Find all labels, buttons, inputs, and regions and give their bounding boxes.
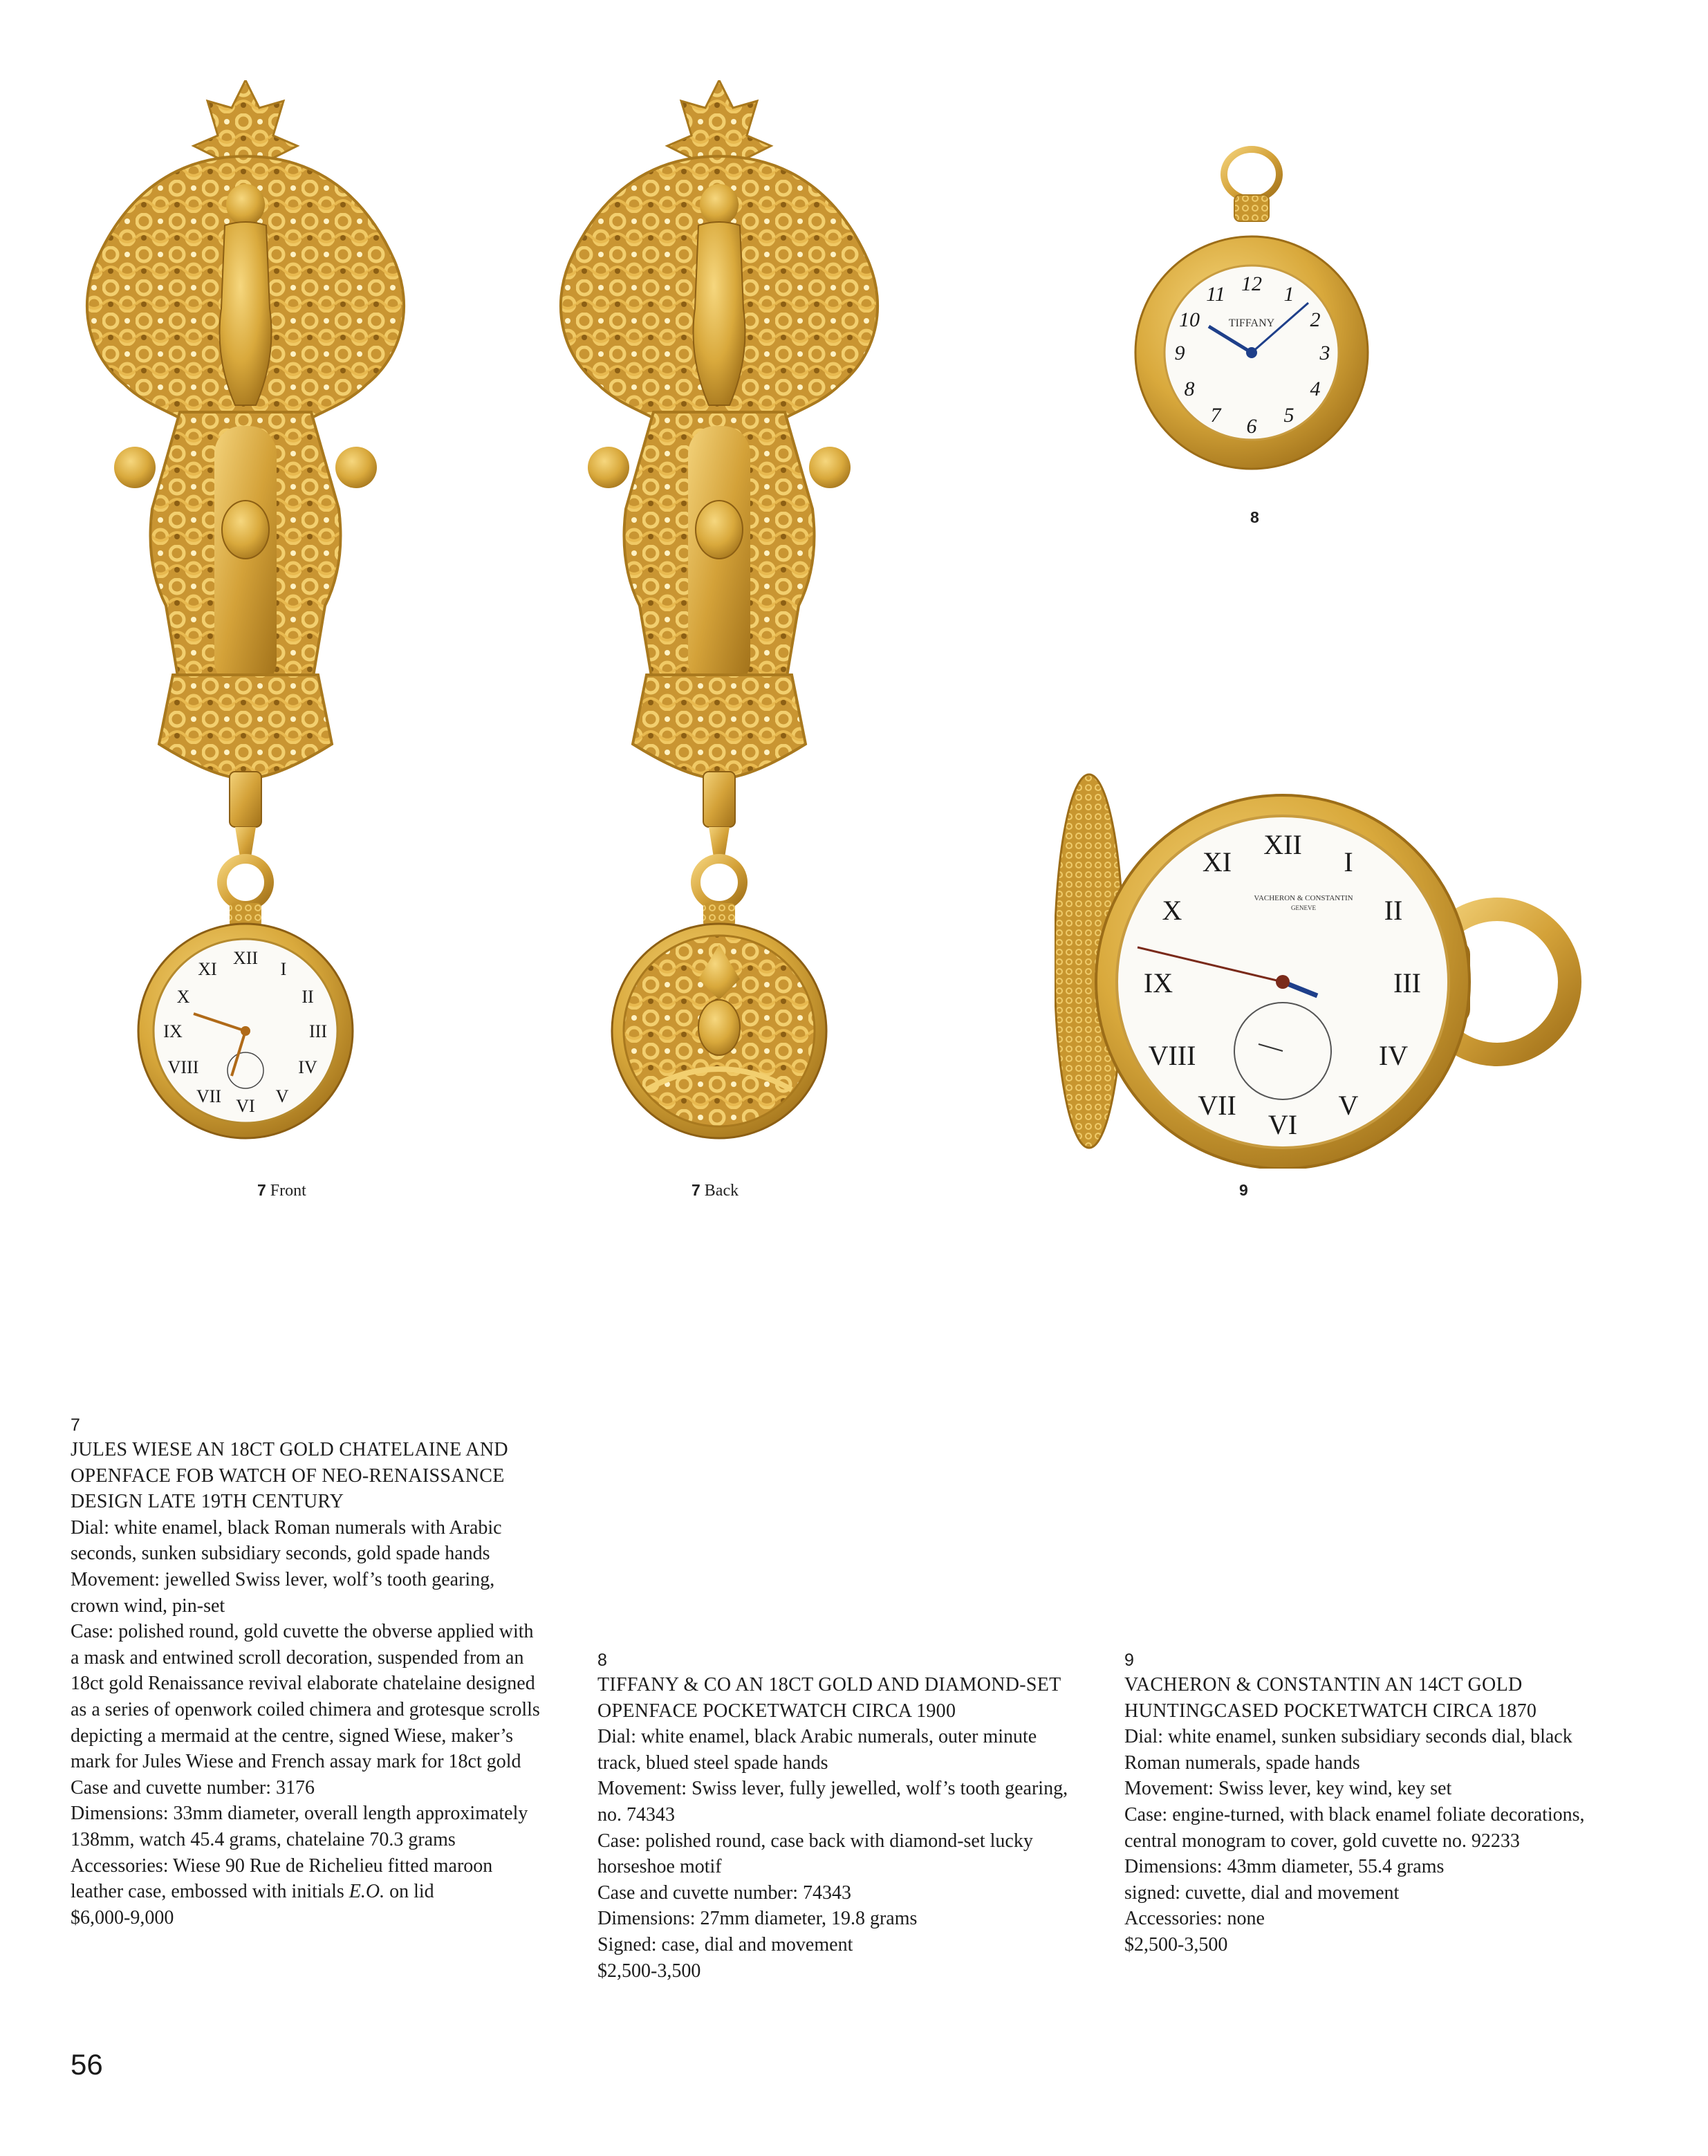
caption-lot-number: 8 (1250, 508, 1259, 526)
lot-9-description (1124, 1648, 1608, 1958)
accessories-suffix: on lid (384, 1881, 434, 1903)
svg-text:III: III (309, 1021, 327, 1041)
lot-line-dial: Dial: white enamel, black Arabic numerals, outer minute track, blued steel spade hands (597, 1726, 1037, 1774)
lot-title: VACHERON & CONSTANTIN AN 14CT GOLD HUNTINGCASED POCKETWATCH CIRCA 1870 (1124, 1674, 1537, 1722)
svg-text:4: 4 (1310, 378, 1321, 400)
caption-9 (1239, 1181, 1248, 1200)
svg-text:1: 1 (1283, 283, 1294, 306)
lot-line-case: Case: polished round, gold cuvette the obverse applied with a mask and entwined scroll decoration, suspended from an 18ct gold Renaissance revival elaborate chatelaine designed as a series of openwork coiled chimera and grotesque scrolls depicting a mermaid at the centre, signed Wiese, maker’s mark for Jules Wiese and French assay mark for 18ct gold (71, 1621, 540, 1773)
svg-text:XII: XII (1263, 829, 1302, 860)
lot-line-case: Case: engine-turned, with black enamel foliate decorations, central monogram to cover, gold cuvette no. 92233 (1124, 1803, 1585, 1852)
svg-text:GENEVE: GENEVE (1291, 904, 1316, 911)
accessories-text: Accessories: Wiese 90 Rue de Richelieu fitted maroon leather case, embossed with initials (71, 1855, 493, 1903)
svg-text:VI: VI (1268, 1109, 1298, 1140)
svg-text:IX: IX (163, 1021, 183, 1041)
caption-7-back (691, 1181, 739, 1200)
lot-title: TIFFANY & CO AN 18CT GOLD AND DIAMOND-SET OPENFACE POCKETWATCH CIRCA 1900 (597, 1674, 1061, 1722)
lot-line-movement: Movement: jewelled Swiss lever, wolf’s tooth gearing, crown wind, pin-set (71, 1568, 495, 1617)
svg-text:X: X (1162, 895, 1182, 926)
lot-line-case: Case: polished round, case back with diamond-set lucky horseshoe motif (597, 1830, 1033, 1878)
huntingcased-pocketwatch-image (1055, 754, 1587, 1169)
svg-text:VIII: VIII (1148, 1040, 1196, 1071)
openface-pocketwatch-image (1134, 145, 1369, 491)
svg-text:X: X (176, 987, 190, 1007)
svg-text:XI: XI (198, 959, 217, 979)
lot-number: 9 (1124, 1651, 1134, 1670)
svg-text:XI: XI (1202, 846, 1232, 877)
svg-text:V: V (1338, 1090, 1359, 1121)
svg-text:7: 7 (1210, 404, 1221, 427)
svg-text:V: V (275, 1086, 289, 1106)
svg-text:VII: VII (196, 1086, 222, 1106)
caption-label: Front (270, 1182, 306, 1200)
caption-lot-number: 7 (257, 1181, 266, 1199)
lot-line-movement: Movement: Swiss lever, key wind, key set (1124, 1778, 1452, 1800)
lot-line-accessories (71, 1853, 541, 1905)
lot-line-dimensions: Dimensions: 27mm diameter, 19.8 grams (597, 1908, 918, 1930)
caption-label: Back (704, 1182, 739, 1200)
lot-line-dial: Dial: white enamel, sunken subsidiary seconds dial, black Roman numerals, spade hands (1124, 1726, 1572, 1774)
lot-estimate: $2,500-3,500 (1124, 1933, 1228, 1955)
svg-text:10: 10 (1179, 308, 1200, 331)
caption-8 (1250, 508, 1259, 528)
svg-text:3: 3 (1319, 342, 1330, 364)
caption-7-front (257, 1181, 306, 1200)
lot-8-description (597, 1648, 1082, 1984)
svg-text:VACHERON & CONSTANTIN: VACHERON & CONSTANTIN (1254, 894, 1353, 902)
lot-estimate: $2,500-3,500 (597, 1960, 701, 1982)
svg-text:TIFFANY: TIFFANY (1228, 317, 1275, 329)
lot-line-dimensions: Dimensions: 33mm diameter, overall length approximately 138mm, watch 45.4 grams, chatelaine 70.3 grams (71, 1803, 528, 1850)
svg-text:8: 8 (1184, 378, 1195, 400)
svg-text:I: I (280, 959, 287, 979)
lot-title: JULES WIESE AN 18CT GOLD CHATELAINE AND OPENFACE FOB WATCH OF NEO-RENAISSANCE DESIGN LATE 19TH CENTURY (71, 1439, 508, 1513)
svg-text:11: 11 (1206, 283, 1225, 306)
lot-line-signed: Signed: case, dial and movement (597, 1933, 853, 1955)
lot-line-accessories: Accessories: none (1124, 1908, 1265, 1930)
svg-text:2: 2 (1310, 308, 1321, 331)
svg-text:VI: VI (236, 1096, 255, 1116)
svg-text:IV: IV (1378, 1040, 1409, 1071)
svg-text:12: 12 (1241, 272, 1262, 295)
svg-text:XII: XII (232, 948, 259, 968)
svg-text:VIII: VIII (167, 1057, 199, 1077)
lot-estimate: $6,000-9,000 (71, 1906, 174, 1929)
svg-text:VII: VII (1198, 1090, 1236, 1121)
svg-text:II: II (301, 987, 314, 1007)
svg-text:II: II (1384, 895, 1403, 926)
lot-number: 7 (71, 1415, 80, 1435)
svg-text:I: I (1344, 846, 1353, 877)
svg-text:IX: IX (1143, 967, 1173, 998)
lot-line-dial: Dial: white enamel, black Roman numerals with Arabic seconds, sunken subsidiary seconds, gold spade hands (71, 1516, 502, 1565)
accessories-initials: E.O. (349, 1881, 385, 1903)
lot-line-case-number: Case and cuvette number: 74343 (597, 1881, 852, 1904)
lot-line-signed: signed: cuvette, dial and movement (1124, 1881, 1400, 1904)
svg-text:III: III (1393, 967, 1421, 998)
chatelaine-fob-watch-back-image (543, 80, 895, 1159)
caption-lot-number: 7 (691, 1181, 700, 1199)
svg-text:9: 9 (1174, 342, 1185, 364)
svg-text:6: 6 (1246, 415, 1257, 438)
svg-text:5: 5 (1283, 404, 1294, 427)
lot-7-description (71, 1413, 541, 1931)
lot-line-dimensions: Dimensions: 43mm diameter, 55.4 grams (1124, 1856, 1445, 1878)
lot-number: 8 (597, 1651, 607, 1670)
svg-text:IV: IV (298, 1057, 317, 1077)
caption-lot-number: 9 (1239, 1181, 1248, 1199)
lot-line-movement: Movement: Swiss lever, fully jewelled, wolf’s tooth gearing, no. 74343 (597, 1778, 1068, 1825)
lot-line-case-number: Case and cuvette number: 3176 (71, 1776, 315, 1799)
page-number: 56 (71, 2048, 103, 2081)
chatelaine-fob-watch-front-image (69, 80, 422, 1159)
